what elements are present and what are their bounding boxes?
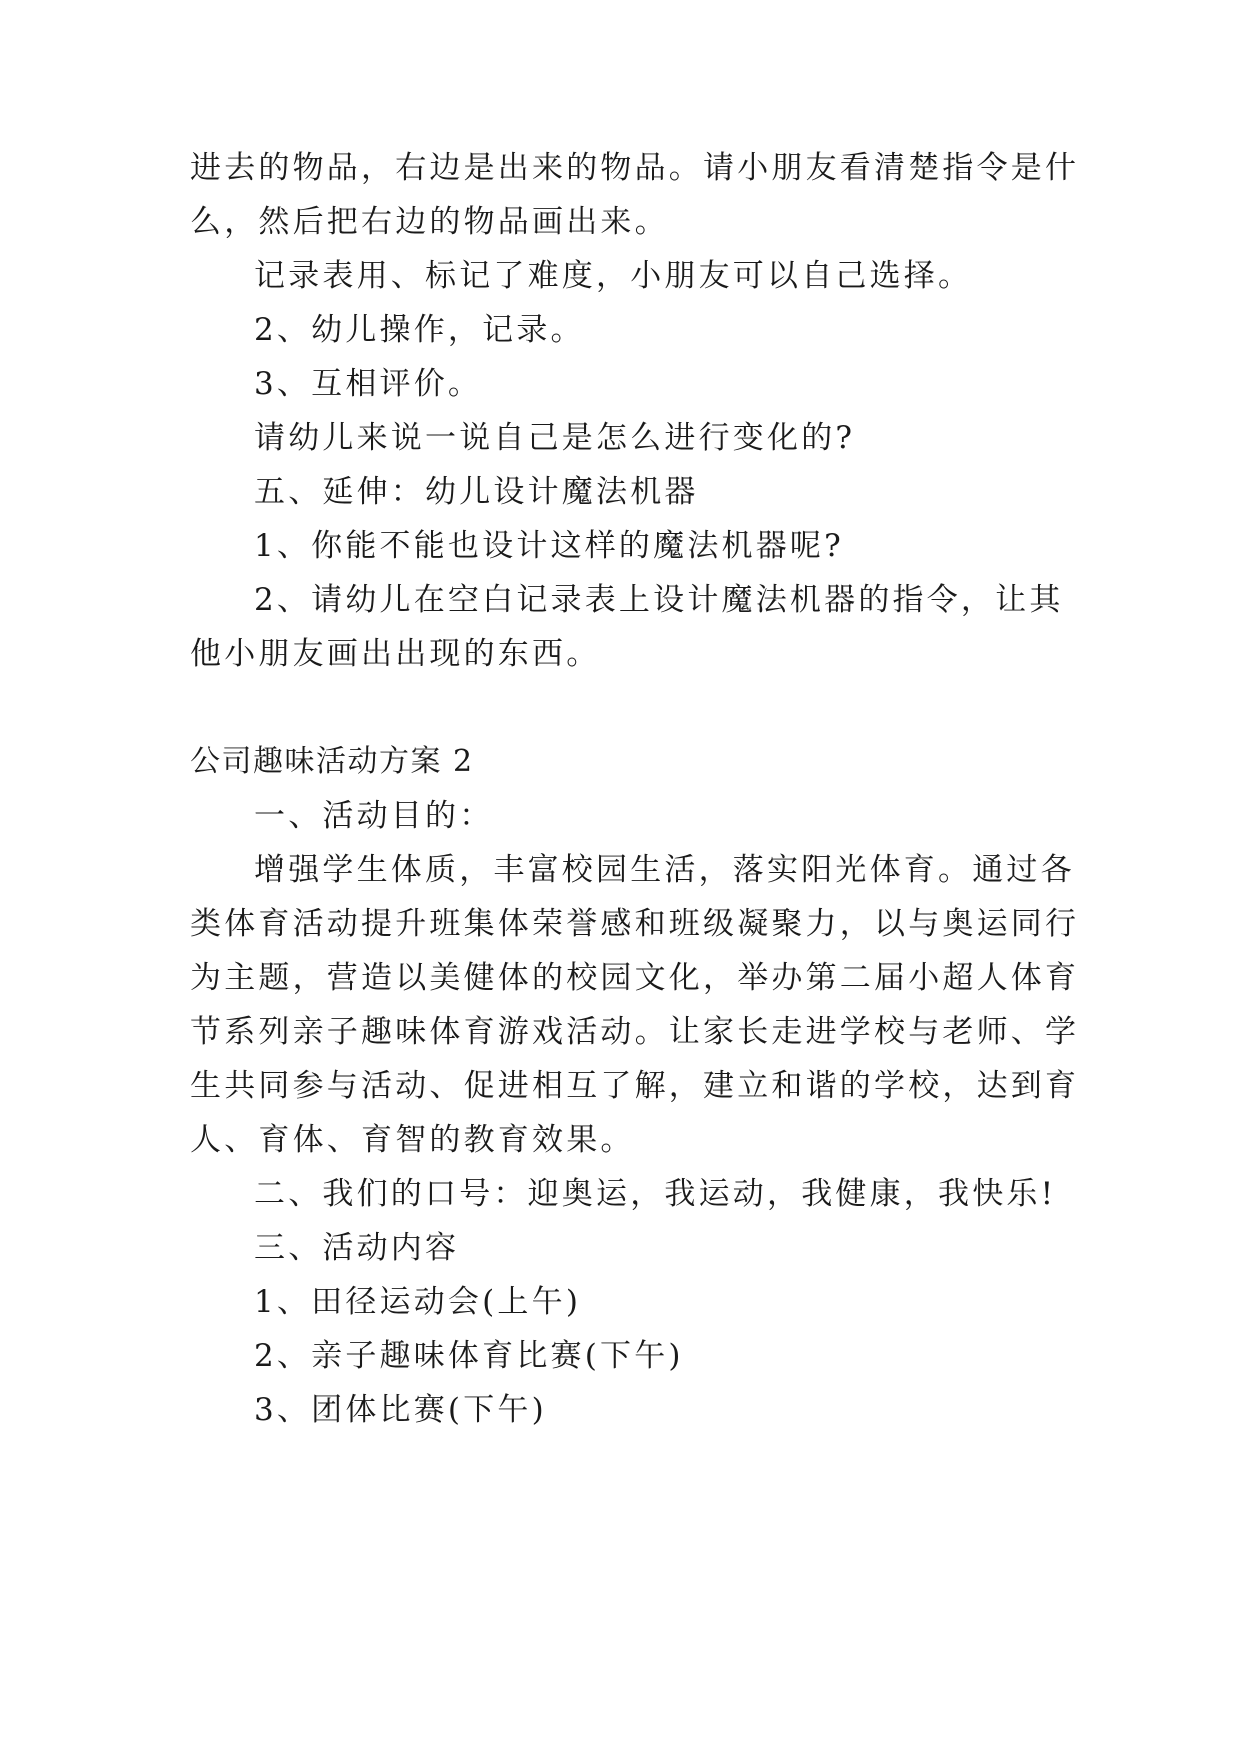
paragraph-line: 3、互相评价。 — [254, 366, 483, 402]
paragraph-line: 1、你能不能也设计这样的魔法机器呢? — [254, 528, 844, 564]
section-heading: 三、活动内容 — [254, 1230, 460, 1266]
paragraph-line: 他小朋友画出出现的东西。 — [190, 636, 601, 672]
paragraph-line: 人、育体、育智的教育效果。 — [190, 1122, 635, 1158]
list-item: 1、田径运动会(上午) — [254, 1284, 582, 1320]
paragraph-line: 为主题，营造以美健体的校园文化，举办第二届小超人体育 — [190, 960, 1080, 996]
paragraph-line: 节系列亲子趣味体育游戏活动。让家长走进学校与老师、学 — [190, 1014, 1080, 1050]
paragraph-line: 生共同参与活动、促进相互了解，建立和谐的学校，达到育 — [190, 1068, 1080, 1104]
paragraph-line: 2、请幼儿在空白记录表上设计魔法机器的指令，让其 — [254, 582, 1064, 618]
list-item: 2、亲子趣味体育比赛(下午) — [254, 1338, 684, 1374]
paragraph-line: 么，然后把右边的物品画出来。 — [190, 204, 669, 240]
section-heading: 五、延伸：幼儿设计魔法机器 — [254, 474, 699, 510]
paragraph-line: 2、幼儿操作，记录。 — [254, 312, 585, 348]
paragraph-line: 记录表用、标记了难度，小朋友可以自己选择。 — [254, 258, 973, 294]
section-heading: 一、活动目的： — [254, 798, 494, 834]
section-heading: 二、我们的口号：迎奥运，我运动，我健康，我快乐! — [254, 1176, 1057, 1212]
list-item: 3、团体比赛(下午) — [254, 1392, 547, 1428]
paragraph-line: 进去的物品，右边是出来的物品。请小朋友看清楚指令是什 — [190, 150, 1080, 186]
document-title: 公司趣味活动方案 2 — [190, 744, 474, 779]
paragraph-line: 类体育活动提升班集体荣誉感和班级凝聚力，以与奥运同行 — [190, 906, 1080, 942]
paragraph-line: 增强学生体质，丰富校园生活，落实阳光体育。通过各 — [254, 852, 1075, 888]
paragraph-line: 请幼儿来说一说自己是怎么进行变化的? — [254, 420, 856, 456]
